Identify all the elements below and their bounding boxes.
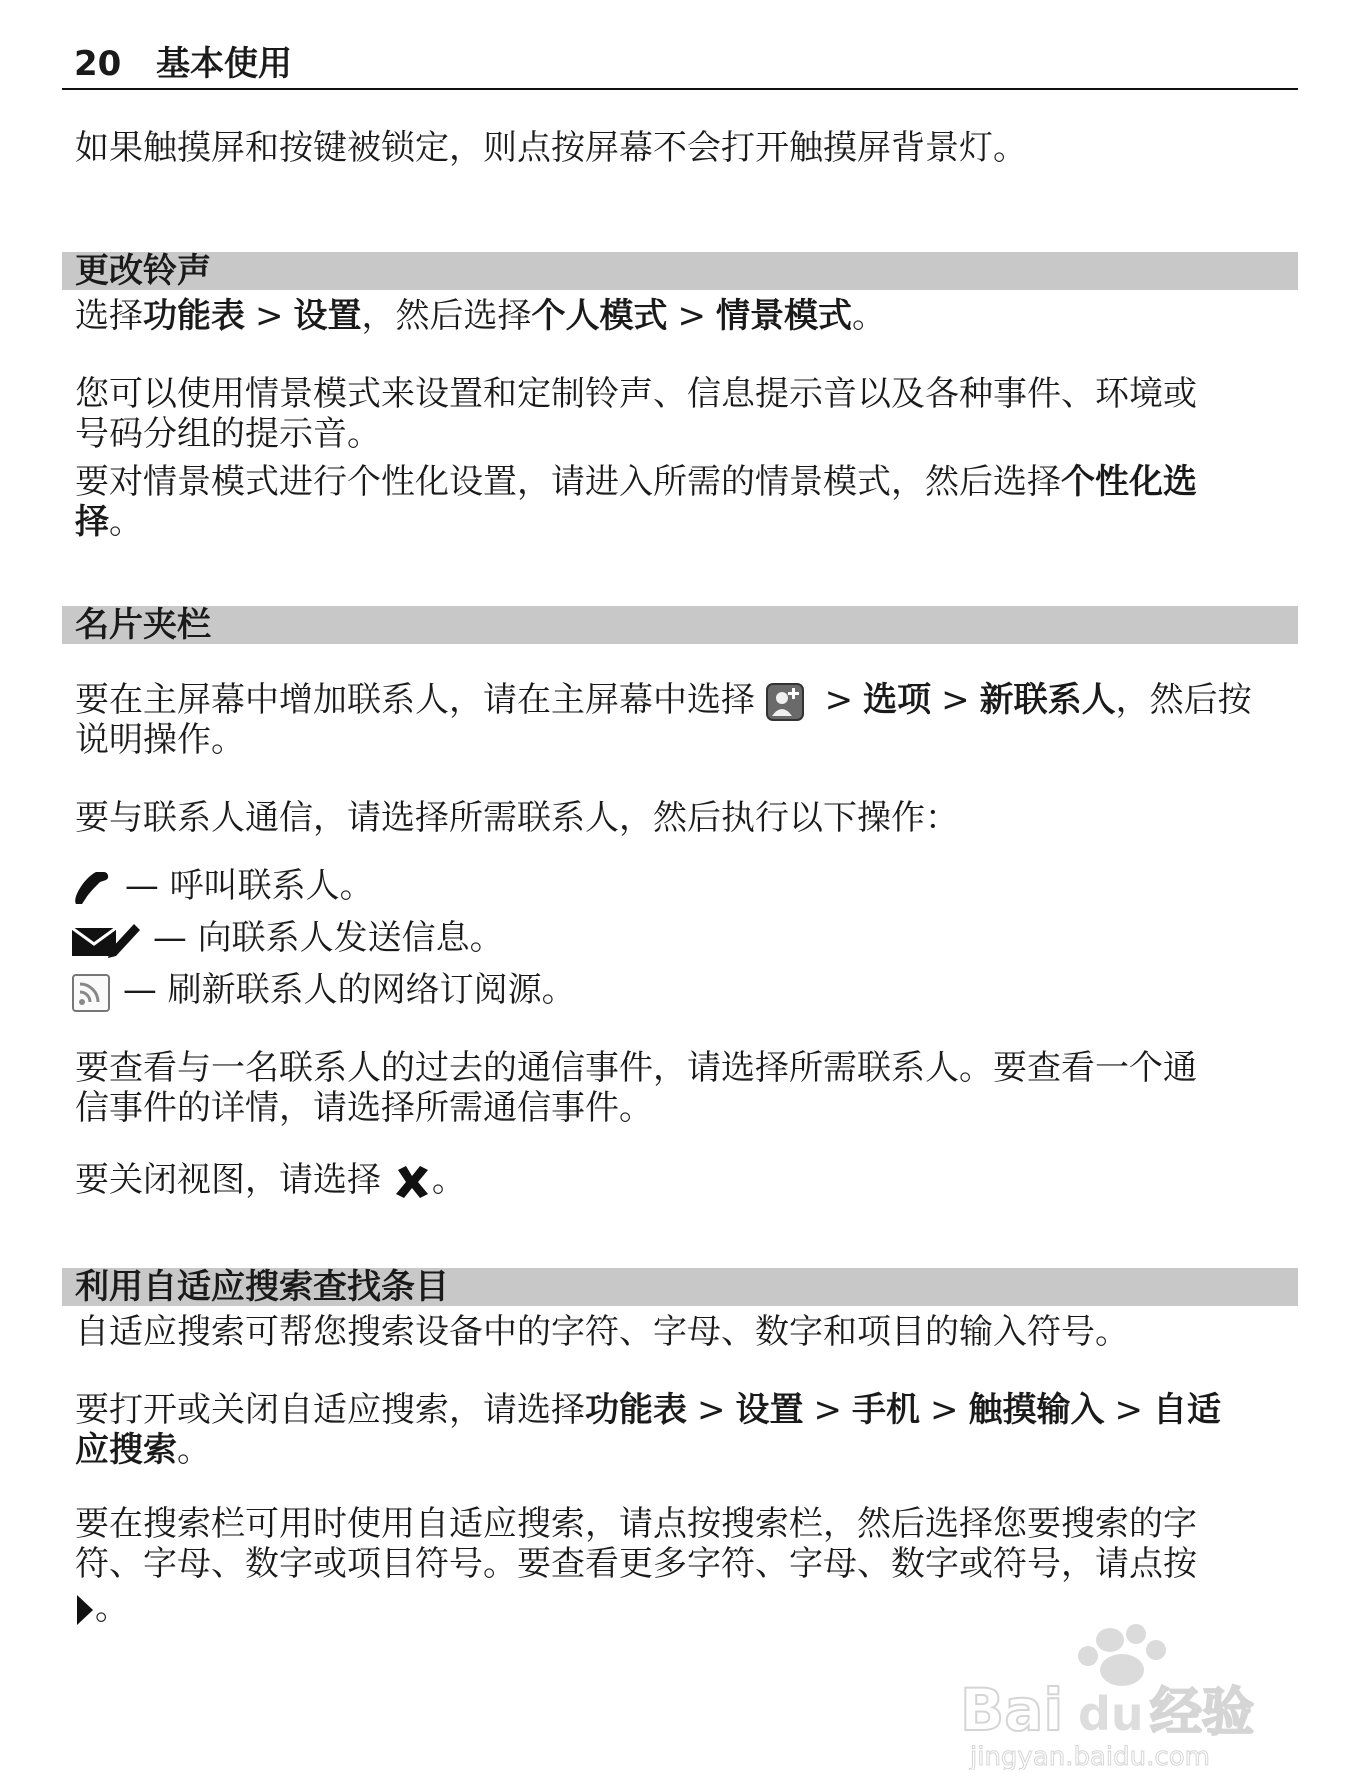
text-span: 要关闭视图，请选择 xyxy=(75,1160,381,1200)
menu-term: 功能表 xyxy=(143,296,245,336)
close-view-paragraph xyxy=(75,1160,1300,1202)
path-separator: > xyxy=(813,1390,842,1430)
text-span: ，然后选择 xyxy=(361,296,532,336)
text-span: 选择 xyxy=(75,296,143,336)
communicate-paragraph: 要与联系人通信，请选择所需联系人，然后执行以下操作： xyxy=(75,798,959,838)
ringtone-description-line: 您可以使用情景模式来设置和定制铃声、信息提示音以及各种事件、环境或 xyxy=(75,374,1197,414)
text-span: ，然后按 xyxy=(1115,680,1252,720)
path-separator: > xyxy=(697,1390,726,1430)
add-contact-paragraph-line2: 说明操作。 xyxy=(75,720,245,760)
path-separator: > xyxy=(255,296,284,336)
feed-icon xyxy=(70,972,112,1012)
touch-input-term: 触摸输入 xyxy=(968,1390,1105,1430)
settings-term: 设置 xyxy=(293,296,362,336)
action-text: — 刷新联系人的网络订阅源。 xyxy=(122,970,576,1010)
path-separator: > xyxy=(1114,1390,1143,1430)
action-item-call xyxy=(70,866,1295,908)
add-contact-icon xyxy=(766,683,804,721)
section-heading-ringtone: 更改铃声 xyxy=(62,252,1298,290)
personalize-term: 择 xyxy=(75,502,109,542)
personalize-term: 个性化选 xyxy=(1061,462,1197,502)
profiles-term: 情景模式 xyxy=(716,296,852,336)
page-header xyxy=(62,44,1298,90)
text-span: 。 xyxy=(431,1160,466,1200)
adaptive-search-term: 自适 xyxy=(1153,1390,1221,1430)
text-span: 要对情景模式进行个性化设置，请进入所需的情景模式，然后选择 xyxy=(75,462,1061,502)
text-span: 。 xyxy=(852,296,886,336)
path-separator: > xyxy=(824,680,854,720)
search-intro-paragraph: 自适应搜索可帮您搜索设备中的字符、字母、数字和项目的输入符号。 xyxy=(75,1312,1129,1352)
message-icon xyxy=(70,920,142,960)
watermark-brand-du: du xyxy=(1078,1687,1144,1741)
section-heading-adaptive-search: 利用自适应搜索查找条目 xyxy=(62,1268,1298,1306)
section-heading-contacts: 名片夹栏 xyxy=(62,606,1298,644)
page-number: 20 xyxy=(74,44,122,84)
history-paragraph: 要查看与一名联系人的过去的通信事件，请选择所需联系人。要查看一个通 xyxy=(75,1048,1197,1088)
watermark-url: jingyan.baidu.com xyxy=(970,1742,1210,1770)
search-toggle-paragraph xyxy=(75,1390,1300,1430)
chapter-title: 基本使用 xyxy=(156,44,292,84)
personalize-paragraph xyxy=(75,462,1300,502)
text-span: 。 xyxy=(95,1588,129,1628)
watermark-cn: 经验 xyxy=(1150,1683,1255,1743)
text-span: 。 xyxy=(177,1430,211,1470)
phone-term: 手机 xyxy=(852,1390,920,1430)
close-icon xyxy=(392,1162,432,1202)
options-term: 选项 xyxy=(863,680,932,720)
action-item-message xyxy=(70,918,1295,960)
menu-term: 功能表 xyxy=(585,1390,687,1430)
search-usage-paragraph-line2: 符、字母、数字或项目符号。要查看更多字符、字母、数字或符号，请点按 xyxy=(75,1544,1197,1584)
adaptive-search-term: 应搜索 xyxy=(75,1430,177,1470)
path-separator: > xyxy=(941,680,970,720)
search-usage-paragraph: 要在搜索栏可用时使用自适应搜索，请点按搜索栏，然后选择您要搜索的字 xyxy=(75,1504,1197,1544)
text-span: 要在主屏幕中增加联系人，请在主屏幕中选择 xyxy=(75,680,755,720)
ringtone-path-paragraph xyxy=(75,296,1300,336)
action-text: — 向联系人发送信息。 xyxy=(152,918,504,958)
personalize-paragraph-line2 xyxy=(75,502,1300,542)
personal-term: 个人模式 xyxy=(531,296,668,336)
history-paragraph-line2: 信事件的详情，请选择所需通信事件。 xyxy=(75,1088,653,1128)
settings-term: 设置 xyxy=(735,1390,804,1430)
path-separator: > xyxy=(677,296,706,336)
new-contact-term: 新联系人 xyxy=(979,680,1116,720)
action-text: — 呼叫联系人。 xyxy=(124,866,374,906)
add-contact-paragraph xyxy=(75,680,1300,721)
phone-icon xyxy=(70,868,114,908)
baidu-watermark xyxy=(960,1620,1280,1770)
ringtone-description-line: 号码分组的提示音。 xyxy=(75,414,381,454)
play-arrow-icon xyxy=(75,1593,95,1627)
path-separator: > xyxy=(930,1390,959,1430)
search-toggle-paragraph-line2 xyxy=(75,1430,1300,1470)
watermark-brand: Bai xyxy=(960,1676,1064,1744)
action-item-feed xyxy=(70,970,1295,1012)
text-span: 要打开或关闭自适应搜索，请选择 xyxy=(75,1390,585,1430)
text-span: 。 xyxy=(109,502,143,542)
intro-paragraph: 如果触摸屏和按键被锁定，则点按屏幕不会打开触摸屏背景灯。 xyxy=(75,128,1027,168)
